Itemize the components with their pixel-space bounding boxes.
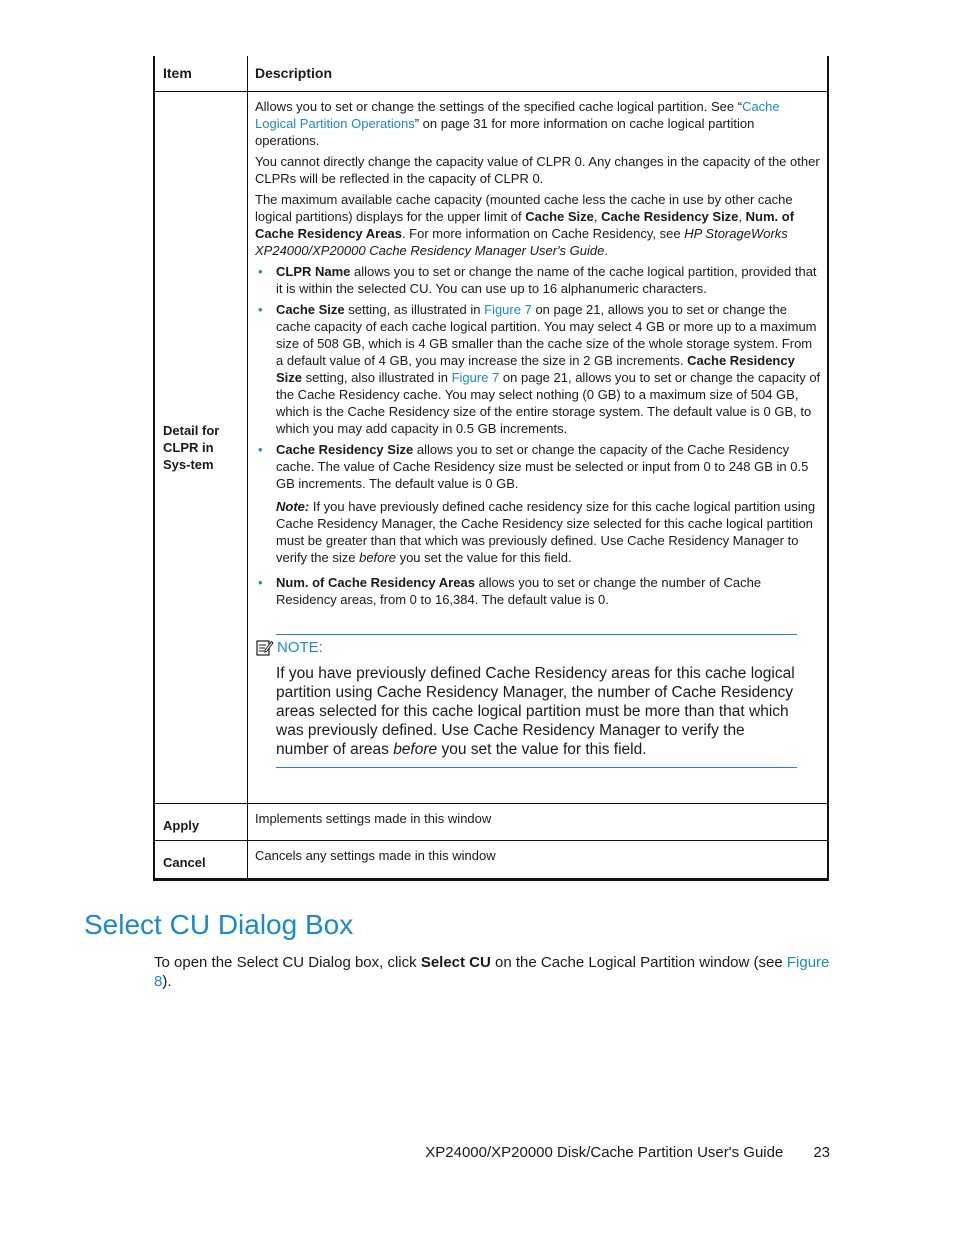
- note-pencil-icon: [255, 638, 274, 657]
- list-item: • Cache Residency Size allows you to set or change the capacity of the Cache Residency cache. The value of Cache Residency size must be selected or input from 0 to 248 GB in 0.5 GB increments. The default value is 0 GB. Note: If you have previously defined cache residency size for this cache logical partition using Cache Residency Manager, the Cache Residency size selected for this cache logical partition must be greater than that which was previously defined. Use Cache Residency Manager to verify the size before you set the value for this field.: [255, 441, 821, 566]
- apply-description: Implements settings made in this window: [255, 811, 492, 826]
- table-row-apply: [155, 804, 827, 841]
- inline-note: Note: If you have previously defined cache residency size for this cache logical partition using Cache Residency Manager, the Cache Residency size selected for this cache logical partition must be greater than that which was previously defined. Use Cache Residency Manager to verify the size before you set the value for this field.: [276, 499, 816, 565]
- detail-para-3: The maximum available cache capacity (mounted cache less the cache in use by other cache logical partitions) displays for the upper limit of Cache Size, Cache Residency Size, Num. of Cache Residency Areas. For more information on Cache Residency, see HP StorageWorks XP24000/XP20000 Cache Residency Manager User's Guide.: [255, 192, 795, 258]
- list-item: • Cache Size setting, as illustrated in Figure 7 on page 21, allows you to set or change the cache capacity of each cache logical partition. You may select 4 GB or more up to a maximum size of 508 GB, which is 4 GB smaller than the cache size of the whole storage system. From a default value of 4 GB, you may increase the size in 2 GB increments. Cache Residency Size setting, also illustrated in Figure 7 on page 21, allows you to set or change the capacity of the Cache Residency cache. You may select nothing (0 GB) to a maximum size of 504 GB, which is the Cache Residency size of the entire storage system. The default value is 0 GB, to which you may add capacity in 0.5 GB increments.: [255, 301, 821, 437]
- table-row-detail: [155, 92, 827, 804]
- detail-para-1: Allows you to set or change the settings of the specified cache logical partition. See “Cache Logical Partition Operations” on page 31 for more information on cache logical partition operations.: [255, 99, 780, 148]
- apply-item-label: Apply: [155, 804, 248, 840]
- page-number: 23: [813, 1144, 830, 1161]
- detail-para-2: You cannot directly change the capacity value of CLPR 0. Any changes in the capacity of the other CLPRs will be reflected in the capacity of CLPR 0.: [255, 154, 820, 186]
- note-box: [255, 634, 797, 768]
- detail-description: [248, 92, 827, 803]
- detail-item-label: Detail for CLPR in Sys-tem: [155, 92, 248, 803]
- table-header-row: [155, 56, 827, 92]
- note-heading: [255, 638, 797, 657]
- note-body: If you have previously defined Cache Residency areas for this cache logical partition using Cache Residency Manager, the number of Cache Residency areas selected for this cache logical partition must be more than that which was previously defined. Use Cache Residency Manager to verify the number of areas before you set the value for this field.: [276, 665, 795, 758]
- footer-guide-title: XP24000/XP20000 Disk/Cache Partition User's Guide: [425, 1144, 784, 1161]
- note-bottom-rule: [276, 767, 797, 768]
- table-row-cancel: [155, 841, 827, 878]
- detail-bullet-list: [255, 263, 821, 608]
- note-title: NOTE:: [277, 639, 323, 656]
- figure-7-link-2[interactable]: Figure 7: [451, 370, 500, 385]
- header-description: Description: [255, 65, 333, 81]
- figure-7-link[interactable]: Figure 7: [484, 302, 532, 317]
- section-paragraph: To open the Select CU Dialog box, click Select CU on the Cache Logical Partition window (see Figure 8).: [154, 954, 830, 990]
- header-item: Item: [155, 56, 248, 91]
- cache-logical-partition-operations-link[interactable]: Cache Logical Partition Operations: [255, 99, 780, 131]
- settings-table: [153, 56, 829, 881]
- note-top-rule: [276, 634, 797, 635]
- list-item: • Num. of Cache Residency Areas allows you to set or change the number of Cache Residency areas, from 0 to 16,384. The default value is 0.: [255, 574, 821, 608]
- cancel-item-label: Cancel: [155, 841, 248, 878]
- list-item: • CLPR Name allows you to set or change the name of the cache logical partition, provided that it is within the selected CU. You can use up to 16 alphanumeric characters.: [255, 263, 821, 297]
- section-title: Select CU Dialog Box: [84, 909, 354, 940]
- cancel-description: Cancels any settings made in this window: [255, 848, 496, 863]
- page-footer: [400, 1143, 830, 1163]
- figure-8-link[interactable]: Figure 8: [154, 954, 830, 990]
